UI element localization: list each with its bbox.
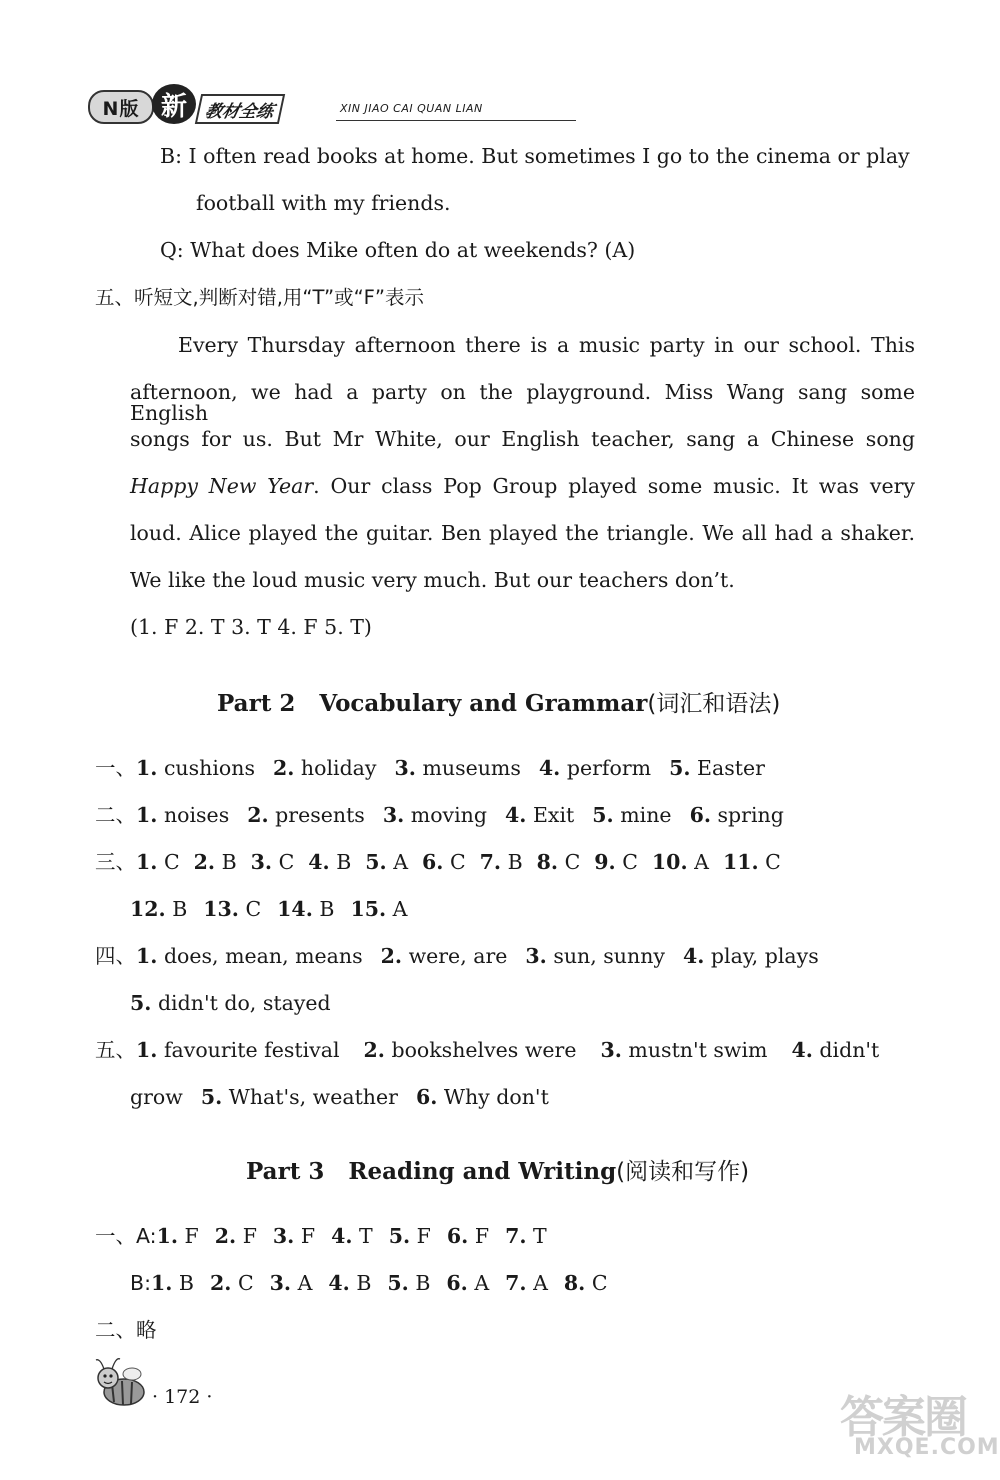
answer-text: were, are [408,944,508,968]
part2-q5-row1 [95,1040,879,1061]
watermark-top: 答案圈 [840,1392,966,1443]
answer-number: 8. [563,1271,586,1295]
dialogue-b-line2: football with my friends. [196,191,451,215]
answer-number: 7. [505,1271,527,1295]
passage-line-6: We like the loud music very much. But our teachers don’t. [130,568,735,592]
answer-number: 3. [525,944,547,968]
answer-number: 7. [505,1224,527,1248]
answer-number: 1. [136,756,158,780]
answer-number: 1. [136,850,158,874]
part3-heading-cn: (阅读和写作) [616,1159,750,1185]
answer-number: 1. [136,1038,158,1062]
answer-number: 13. [203,897,239,921]
answer-text: A [533,1271,548,1295]
xin-logo: 新 [152,84,196,124]
answer-number: 10. [651,850,688,874]
answer-text: What's, weather [228,1085,398,1109]
answer-text: B [221,850,237,874]
answer-number: 7. [479,850,502,874]
answer-number: 4. [682,944,705,968]
answer-number: 4. [308,850,330,874]
answer-text: C [245,897,262,921]
answer-number: 3. [250,850,273,874]
passage-line-3: songs for us. But Mr White, our English teacher, sang a Chinese song [130,427,915,451]
answer-number: 5. [592,803,614,827]
question-prefix: B: [130,1271,151,1295]
answer-number: 2. [214,1224,237,1248]
page-number: · 172 · [152,1386,213,1408]
answer-text: F [184,1224,199,1248]
answer-text: C [622,850,638,874]
answer-text: F [242,1224,257,1248]
part2-q3-row2 [130,899,407,920]
answer-text: B [415,1271,431,1295]
watermark-bottom: MXQE.COM [854,1435,1000,1460]
section5-answers: (1. F 2. T 3. T 4. F 5. T) [130,615,372,639]
answer-text: F [300,1224,316,1248]
answer-text: C [591,1271,608,1295]
passage-line-2: afternoon, we had a party on the playground. Miss Wang sang some English [130,380,915,425]
answer-text: C [449,850,466,874]
question-prefix: 一、A: [95,1224,157,1248]
answer-text: cushions [163,756,255,780]
answer-number: 3. [382,803,405,827]
part3-q1-b [130,1273,608,1294]
answer-text: moving [410,803,488,827]
answer-text: perform [566,756,652,780]
part2-heading-en: Part 2 Vocabulary and Grammar [217,690,648,717]
answer-text: C [765,850,781,874]
bee-mascot-icon [92,1352,152,1412]
part3-q1-a [95,1226,547,1247]
answer-text: F [474,1224,490,1248]
answer-text: Easter [697,756,765,780]
answer-text: bookshelves were [391,1038,577,1062]
answer-number: 2. [272,756,295,780]
answer-text: play, plays [710,944,819,968]
answer-number: 3. [272,1224,295,1248]
answer-text: didn't [819,1038,880,1062]
answer-text: sun, sunny [553,944,665,968]
answer-text: C [278,850,295,874]
answer-number: 2. [363,1038,385,1062]
answer-text: didn't do, stayed [157,991,331,1015]
answer-text: spring [717,803,784,827]
passage-line-1: Every Thursday afternoon there is a music party in our school. This [178,333,915,357]
question-prefix: 四、 [95,944,136,968]
answer-text: museums [422,756,521,780]
passage-line-5: loud. Alice played the guitar. Ben played the triangle. We all had a shaker. [130,521,915,545]
dialogue-question: Q: What does Mike often do at weekends? (A) [160,238,636,262]
answer-number: 15. [350,897,387,921]
question-prefix: 五、 [95,1038,136,1062]
part2-heading-cn: (词汇和语法) [647,691,781,717]
answer-text: T [533,1224,547,1248]
answer-text: B [507,850,523,874]
answer-number: 4. [791,1038,813,1062]
answer-number: 5. [365,850,387,874]
answer-text: C [564,850,581,874]
answer-number: 5. [200,1085,223,1109]
answer-number: 1. [156,1224,178,1248]
answer-text: B [356,1271,372,1295]
answer-number: 5. [387,1271,409,1295]
answer-number: 4. [538,756,561,780]
part2-q4-row2 [130,993,331,1014]
answer-number: 9. [594,850,616,874]
answer-number: 5. [130,991,152,1015]
passage-line-4 [130,476,915,497]
answer-text: T [359,1224,373,1248]
question-prefix: 一、 [95,756,136,780]
song-title: Happy New Year [130,474,314,498]
answer-number: 8. [536,850,559,874]
answer-number: 1. [136,803,158,827]
answer-text: presents [275,803,365,827]
passage-line-4-rest: . Our class Pop Group played some music. It was very [313,474,915,498]
part3-q2: 二、略 [95,1318,157,1342]
answer-number: 2. [210,1271,232,1295]
answer-number: 6. [689,803,711,827]
answer-text: C [163,850,180,874]
part2-q5-row2 [130,1087,549,1108]
answer-number: 12. [130,897,166,921]
answer-text: Why don't [443,1085,549,1109]
answer-number: 4. [328,1271,350,1295]
answer-text: holiday [300,756,377,780]
dialogue-b-line1: B: I often read books at home. But sometimes I go to the cinema or play [160,144,910,168]
answer-number: 3. [269,1271,292,1295]
answer-number: 6. [415,1085,438,1109]
header-rule [336,120,576,121]
answer-number: 4. [505,803,527,827]
edition-badge: N版 [88,90,154,124]
answer-number: 3. [394,756,416,780]
question-prefix: 三、 [95,850,136,874]
answer-text: Exit [532,803,575,827]
answer-number: 2. [193,850,216,874]
section5-title: 五、听短文,判断对错,用“T”或“F”表示 [95,286,425,309]
answer-text: B [172,897,188,921]
part3-heading-en: Part 3 Reading and Writing [246,1158,617,1185]
part2-heading [217,685,780,718]
answer-text: noises [163,803,230,827]
part2-q2 [95,805,784,826]
answer-text: B [336,850,352,874]
answer-text: F [416,1224,431,1248]
answer-text: A [474,1271,490,1295]
part2-q3-row1 [95,852,781,873]
answer-number: 2. [247,803,269,827]
question-prefix: 二、 [95,803,136,827]
answer-number: 6. [422,850,444,874]
site-watermark [830,1373,1000,1468]
answer-text: grow [130,1085,183,1109]
answer-text: does, mean, means [163,944,363,968]
page-footer [92,1352,262,1412]
answer-text: A [297,1271,313,1295]
answer-text: mustn't swim [628,1038,768,1062]
answer-number: 11. [722,850,759,874]
answer-number: 4. [331,1224,353,1248]
series-pinyin: XIN JIAO CAI QUAN LIAN [340,102,483,115]
series-title: 教材全练 [195,94,285,124]
answer-text: B [178,1271,194,1295]
answer-number: 5. [388,1224,411,1248]
answer-number: 6. [446,1271,468,1295]
answer-text: A [392,897,408,921]
answer-text: A [694,850,709,874]
answer-number: 6. [446,1224,469,1248]
part3-heading [246,1153,749,1186]
answer-text: B [319,897,335,921]
answer-number: 3. [600,1038,622,1062]
answer-text: C [237,1271,254,1295]
part2-q1 [95,758,765,779]
answer-number: 1. [136,944,158,968]
answer-number: 1. [150,1271,173,1295]
answer-text: mine [620,803,672,827]
page-header [88,84,578,128]
answer-number: 14. [277,897,313,921]
answer-number: 5. [669,756,691,780]
answer-text: favourite festival [163,1038,340,1062]
part2-q4-row1 [95,946,819,967]
answer-number: 2. [380,944,403,968]
answer-text: A [393,850,409,874]
